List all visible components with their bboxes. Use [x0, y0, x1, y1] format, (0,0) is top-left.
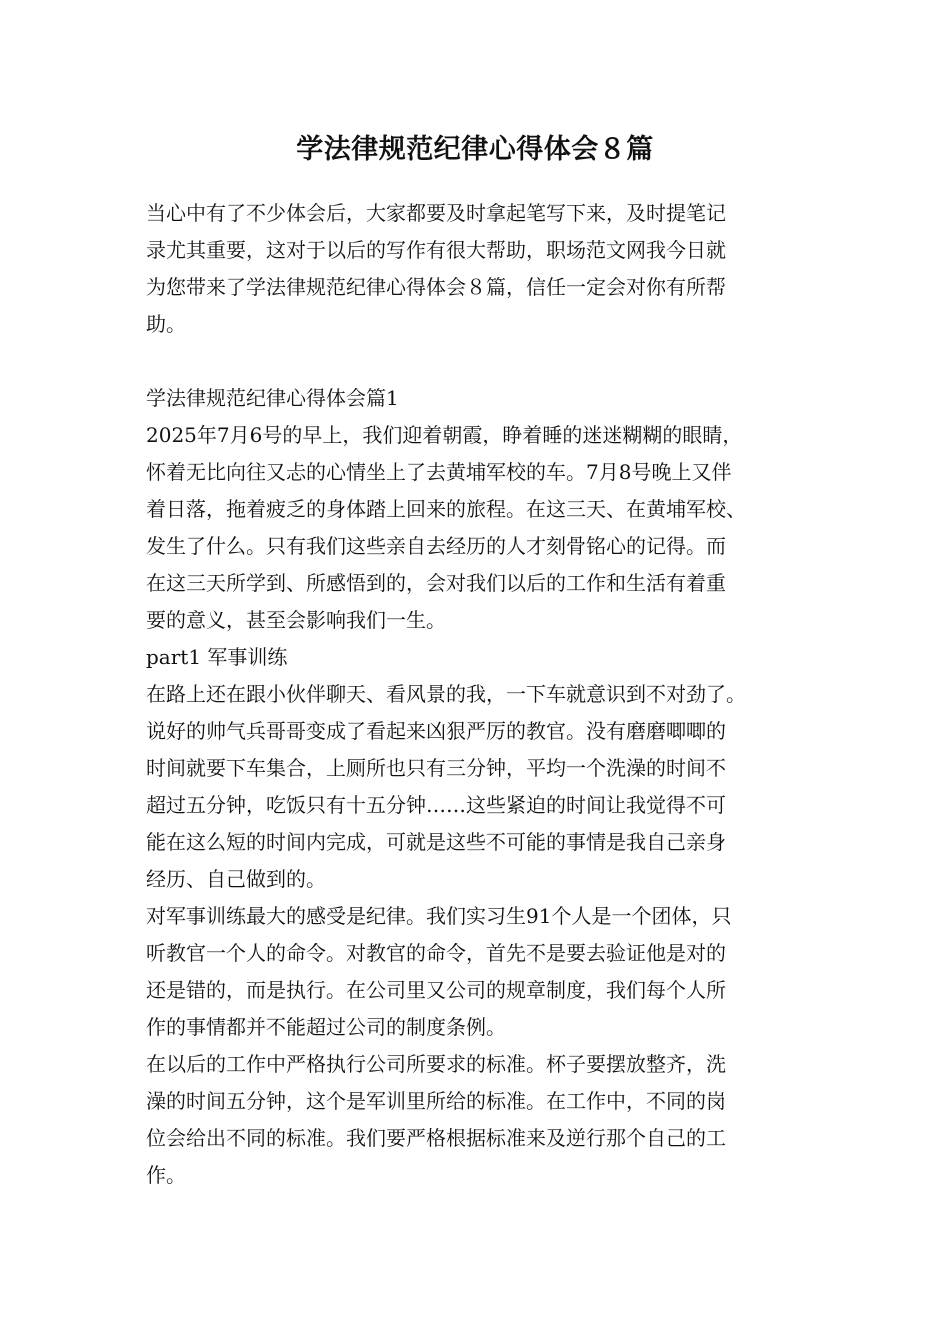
body-line: 超过五分钟，吃饭只有十五分钟……这些紧迫的时间让我觉得不可 — [146, 793, 726, 817]
body-line: 位会给出不同的标准。我们要严格根据标准来及逆行那个自己的工 — [146, 1126, 726, 1150]
document-title: 学法律规范纪律心得体会８篇 — [296, 134, 654, 165]
body-line: 时间就要下车集合，上厕所也只有三分钟，平均一个洗澡的时间不 — [146, 756, 726, 780]
body-line: 作的事情都并不能超过公司的制度条例。 — [146, 1015, 506, 1039]
body-line: 怀着无比向往又忐的心情坐上了去黄埔军校的车。7月8号晚上又伴 — [146, 460, 732, 484]
subsection-heading: part1 军事训练 — [146, 645, 288, 669]
body-line: 还是错的，而是执行。在公司里又公司的规章制度，我们每个人所 — [146, 978, 726, 1002]
body-line: 说好的帅气兵哥哥变成了看起来凶狠严厉的教官。没有磨磨唧唧的 — [146, 719, 726, 743]
body-line: 对军事训练最大的感受是纪律。我们实习生91个人是一个团体，只 — [146, 904, 732, 928]
body-line: 经历、自己做到的。 — [146, 867, 326, 891]
section-heading: 学法律规范纪律心得体会篇1 — [146, 386, 399, 410]
body-line: 在以后的工作中严格执行公司所要求的标准。杯子要摆放整齐，洗 — [146, 1052, 726, 1076]
body-line: 发生了什么。只有我们这些亲自去经历的人才刻骨铭心的记得。而 — [146, 534, 726, 558]
intro-line: 助。 — [146, 312, 186, 336]
body-line: 要的意义，甚至会影响我们一生。 — [146, 608, 446, 632]
body-line: 在路上还在跟小伙伴聊天、看风景的我，一下车就意识到不对劲了。 — [146, 682, 746, 706]
intro-line: 录尤其重要，这对于以后的写作有很大帮助，职场范文网我今日就 — [146, 238, 726, 262]
body-line: 在这三天所学到、所感悟到的，会对我们以后的工作和生活有着重 — [146, 571, 726, 595]
intro-line: 当心中有了不少体会后，大家都要及时拿起笔写下来，及时提笔记 — [146, 201, 726, 225]
body-line: 澡的时间五分钟，这个是军训里所给的标准。在工作中，不同的岗 — [146, 1089, 726, 1113]
body-line: 着日落，拖着疲乏的身体踏上回来的旅程。在这三天、在黄埔军校、 — [146, 497, 746, 521]
body-line: 作。 — [146, 1163, 186, 1187]
body-line: 2025年7月6号的早上，我们迎着朝霞，睁着睡的迷迷糊糊的眼睛， — [146, 423, 743, 447]
intro-line: 为您带来了学法律规范纪律心得体会８篇，信任一定会对你有所帮 — [146, 275, 726, 299]
body-line: 能在这么短的时间内完成，可就是这些不可能的事情是我自己亲身 — [146, 830, 726, 854]
body-line: 听教官一个人的命令。对教官的命令，首先不是要去验证他是对的 — [146, 941, 726, 965]
